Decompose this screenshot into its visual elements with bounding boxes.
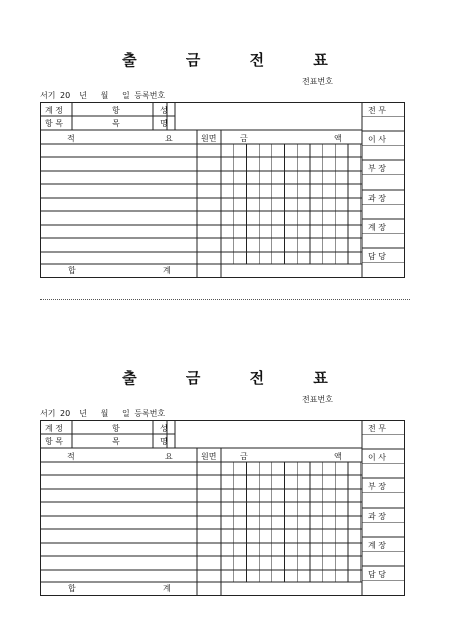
amount-geum-label: 금	[240, 452, 248, 461]
amount-aek-label: 액	[334, 452, 342, 461]
seong-label: 성	[160, 106, 168, 115]
approval-section-chief: 과 장	[368, 512, 386, 521]
voucher-2	[0, 318, 450, 618]
total-gye-label: 계	[163, 266, 171, 275]
mok-label: 목	[112, 119, 120, 128]
grid-lines	[40, 102, 405, 278]
item-label: 항 목	[45, 437, 63, 446]
unit-label: 원면	[201, 452, 217, 461]
hang-label: 항	[112, 106, 120, 115]
grid-lines	[40, 420, 405, 596]
approval-staff: 담 당	[368, 570, 386, 579]
approval-section-chief: 과 장	[368, 194, 386, 203]
description-yo-label: 요	[165, 134, 173, 143]
approval-department-head: 부 장	[368, 164, 386, 173]
slip-number-label: 전표번호	[302, 395, 333, 404]
voucher-title: 출 금 전 표	[122, 369, 350, 387]
approval-director: 이 사	[368, 453, 386, 462]
approval-accounting-chief: 계 장	[368, 541, 386, 550]
unit-label: 원면	[201, 134, 217, 143]
approval-director: 이 사	[368, 135, 386, 144]
total-hap-label: 합	[68, 584, 76, 593]
voucher-1	[0, 0, 450, 300]
grid-frame	[41, 103, 405, 278]
description-label: 적	[67, 452, 75, 461]
approval-staff: 담 당	[368, 252, 386, 261]
approval-managing-director: 전 무	[368, 424, 386, 433]
approval-accounting-chief: 계 장	[368, 223, 386, 232]
date-registration-line: 서기 20 년 월 일 등록번호	[40, 91, 166, 100]
date-registration-line: 서기 20 년 월 일 등록번호	[40, 409, 166, 418]
voucher-grid	[40, 420, 405, 596]
item-label: 항 목	[45, 119, 63, 128]
voucher-grid	[40, 102, 405, 278]
description-yo-label: 요	[165, 452, 173, 461]
grid-frame	[41, 421, 405, 596]
approval-department-head: 부 장	[368, 482, 386, 491]
amount-aek-label: 액	[334, 134, 342, 143]
approval-managing-director: 전 무	[368, 106, 386, 115]
amount-geum-label: 금	[240, 134, 248, 143]
myeong-label: 명	[160, 119, 168, 128]
account-label: 계 정	[45, 106, 63, 115]
total-gye-label: 계	[163, 584, 171, 593]
seong-label: 성	[160, 424, 168, 433]
myeong-label: 명	[160, 437, 168, 446]
account-label: 계 정	[45, 424, 63, 433]
mok-label: 목	[112, 437, 120, 446]
total-hap-label: 합	[68, 266, 76, 275]
description-label: 적	[67, 134, 75, 143]
hang-label: 항	[112, 424, 120, 433]
cut-line	[40, 299, 410, 300]
slip-number-label: 전표번호	[302, 77, 333, 86]
voucher-title: 출 금 전 표	[122, 51, 350, 69]
